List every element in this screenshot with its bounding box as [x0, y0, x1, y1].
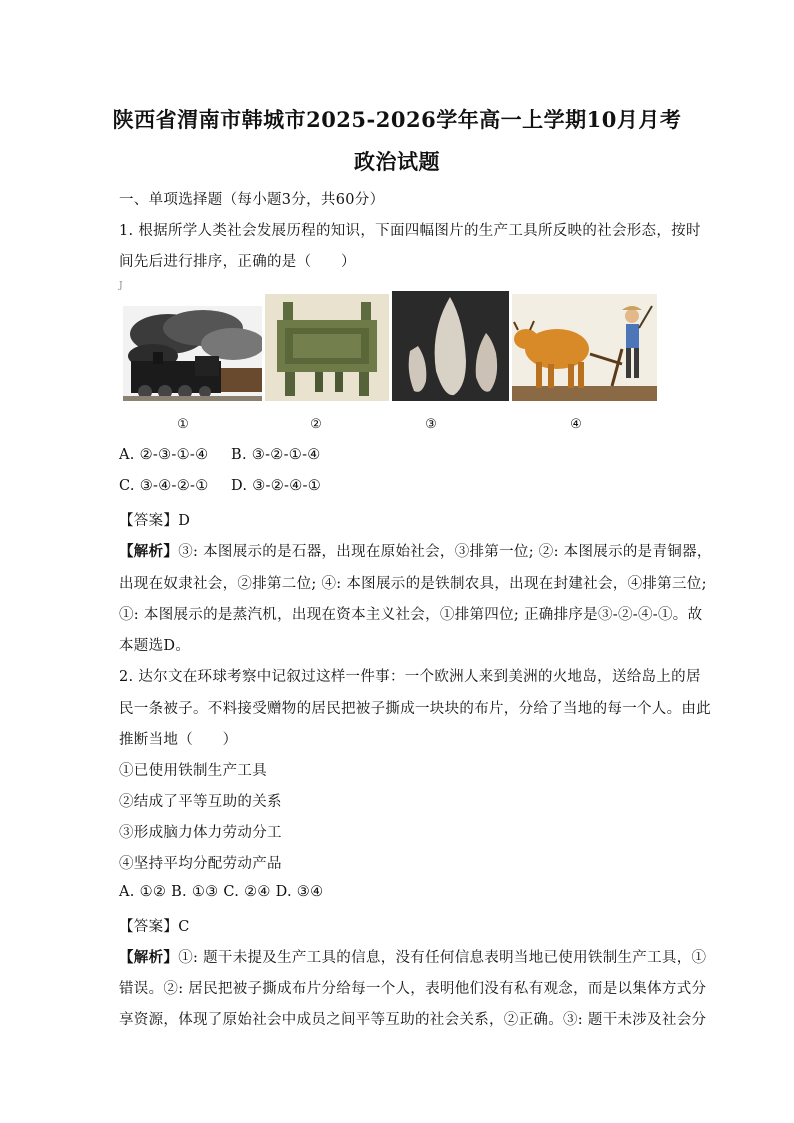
- stone-tools-image: [392, 291, 509, 401]
- q1-analysis-line2: 出现在奴隶社会，②排第二位; ④: 本图展示的是铁制农具，出现在封建社会，④排第三位;: [119, 576, 707, 592]
- caption-2: ②: [310, 417, 322, 432]
- document-subtitle: 政治试题: [354, 149, 440, 174]
- q1-option-c: C. ③-④-②-①: [119, 478, 209, 494]
- bronze-ding-image: [265, 294, 389, 401]
- ox-plowing-image: [512, 294, 657, 401]
- q2-answer: 【答案】C: [119, 919, 190, 935]
- q1-options-row2: [119, 478, 679, 494]
- document-title: 陕西省渭南市韩城市2025-2026学年高一上学期10月月考: [112, 107, 682, 132]
- q1-analysis-line3: ①: 本图展示的是蒸汽机，出现在资本主义社会，①排第四位; 正确排序是③-②-④-①。故: [119, 607, 703, 623]
- caption-4: ④: [570, 417, 582, 432]
- q1-mark: J: [119, 281, 123, 291]
- q2-analysis-line1: [119, 946, 707, 967]
- q2-stem-line1: 2. 达尔文在环球考察中记叙过这样一件事：一个欧洲人来到美洲的火地岛，送给岛上的居: [119, 669, 701, 685]
- q1-option-b: B. ③-②-①-④: [231, 447, 321, 463]
- q1-analysis-line4: 本题选D。: [119, 638, 191, 654]
- q1-option-a: A. ②-③-①-④: [119, 447, 209, 463]
- q1-analysis-line1: [119, 540, 712, 561]
- q2-analysis-text1: ①: 题干未提及生产工具的信息，没有任何信息表明当地已使用铁制生产工具，①: [178, 950, 707, 966]
- q1-analysis-label: 【解析】: [119, 543, 179, 560]
- steam-locomotive-image: [123, 306, 262, 401]
- q2-item-4: ④坚持平均分配劳动产品: [119, 856, 282, 872]
- q2-stem-line2: 民一条被子。不料接受赠物的居民把被子撕成一块块的布片，分给了当地的每一个人。由此: [119, 701, 711, 717]
- q2-analysis-line2: 错误。②: 居民把被子撕成布片分给每一个人，表明他们没有私有观念，而是以集体方式分: [119, 981, 707, 997]
- q2-item-3: ③形成脑力体力劳动分工: [119, 825, 282, 841]
- q2-options: A. ①② B. ①③ C. ②④ D. ③④: [119, 884, 324, 900]
- q1-stem-line1: 1. 根据所学人类社会发展历程的知识，下面四幅图片的生产工具所反映的社会形态，按时: [119, 223, 701, 239]
- section-heading: 一、单项选择题（每小题3分，共60分）: [119, 192, 385, 208]
- q2-item-2: ②结成了平等互助的关系: [119, 794, 282, 810]
- q1-answer: 【答案】D: [119, 513, 191, 529]
- q1-analysis-text1: ③: 本图展示的是石器，出现在原始社会，③排第一位; ②: 本图展示的是青铜器，: [178, 544, 712, 560]
- q1-option-d: D. ③-②-④-①: [231, 478, 322, 494]
- q2-item-1: ①已使用铁制生产工具: [119, 763, 267, 779]
- q2-analysis-label: 【解析】: [119, 949, 179, 966]
- q2-stem-line3: 推断当地（ ）: [119, 732, 238, 748]
- q1-options-row1: [119, 447, 679, 463]
- q1-stem-line2: 间先后进行排序，正确的是（ ）: [119, 254, 356, 270]
- caption-1: ①: [177, 417, 189, 432]
- caption-3: ③: [425, 417, 437, 432]
- q2-analysis-line3: 享资源，体现了原始社会中成员之间平等互助的社会关系，②正确。③: 题干未涉及社会分: [119, 1012, 707, 1028]
